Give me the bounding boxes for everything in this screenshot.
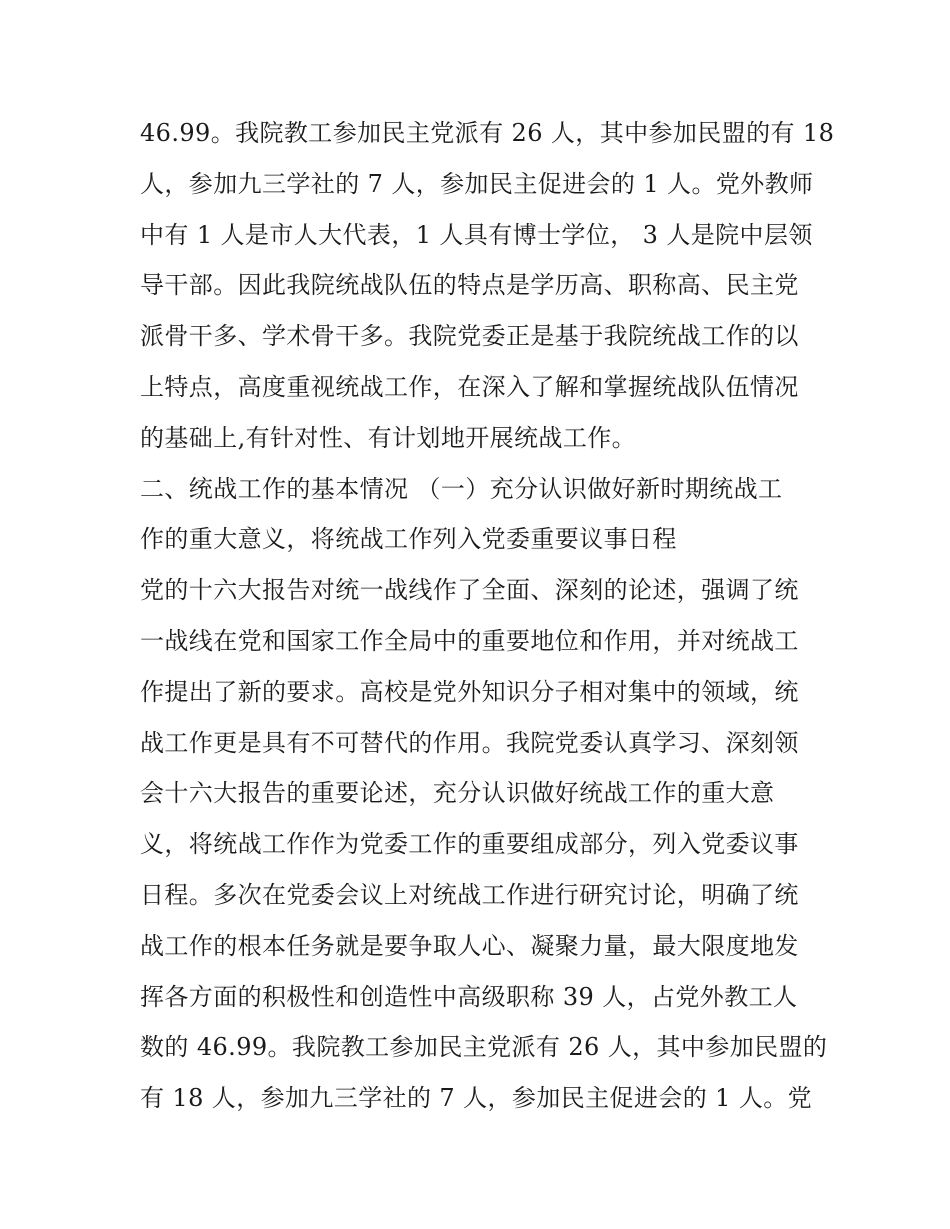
text-line: 46.99。我院教工参加民主党派有 26 人，其中参加民盟的有 18 xyxy=(140,119,835,147)
text-line: 导干部。因此我院统战队伍的特点是学历高、职称高、民主党 xyxy=(140,271,799,300)
text-line: 一战线在党和国家工作全局中的重要地位和作用，并对统战工 xyxy=(140,626,799,655)
text-line: 上特点，高度重视统战工作，在深入了解和掌握统战队伍情况 xyxy=(140,372,799,401)
text-line: 党的十六大报告对统一战线作了全面、深刻的论述，强调了统 xyxy=(140,576,799,605)
text-line: 中有 1 人是市人大代表，1 人具有博士学位， 3 人是院中层领 xyxy=(140,220,813,249)
section-heading-line: 作的重大意义，将统战工作列入党委重要议事日程 xyxy=(140,525,677,554)
text-line: 义，将统战工作作为党委工作的重要组成部分，列入党委议事 xyxy=(140,830,799,859)
text-line: 战工作的根本任务就是要争取人心、凝聚力量，最大限度地发 xyxy=(140,931,799,960)
text-line: 派骨干多、学术骨干多。我院党委正是基于我院统战工作的以 xyxy=(140,322,799,351)
text-line: 日程。多次在党委会议上对统战工作进行研究讨论，明确了统 xyxy=(140,880,799,909)
text-line: 的基础上,有针对性、有计划地开展统战工作。 xyxy=(140,423,637,452)
text-line: 有 18 人，参加九三学社的 7 人，参加民主促进会的 1 人。党 xyxy=(140,1084,813,1113)
text-line: 战工作更是具有不可替代的作用。我院党委认真学习、深刻领 xyxy=(140,728,799,757)
text-line: 数的 46.99。我院教工参加民主党派有 26 人，其中参加民盟的 xyxy=(140,1033,828,1062)
text-line: 挥各方面的积极性和创造性中高级职称 39 人，占党外教工人 xyxy=(140,982,798,1011)
section-heading-line: 二、统战工作的基本情况 （一）充分认识做好新时期统战工 xyxy=(140,474,783,503)
body-text xyxy=(140,108,835,1124)
text-line: 人，参加九三学社的 7 人，参加民主促进会的 1 人。党外教师 xyxy=(140,169,814,198)
text-line: 作提出了新的要求。高校是党外知识分子相对集中的领域，统 xyxy=(140,677,799,706)
text-line: 会十六大报告的重要论述，充分认识做好统战工作的重大意 xyxy=(140,779,775,808)
